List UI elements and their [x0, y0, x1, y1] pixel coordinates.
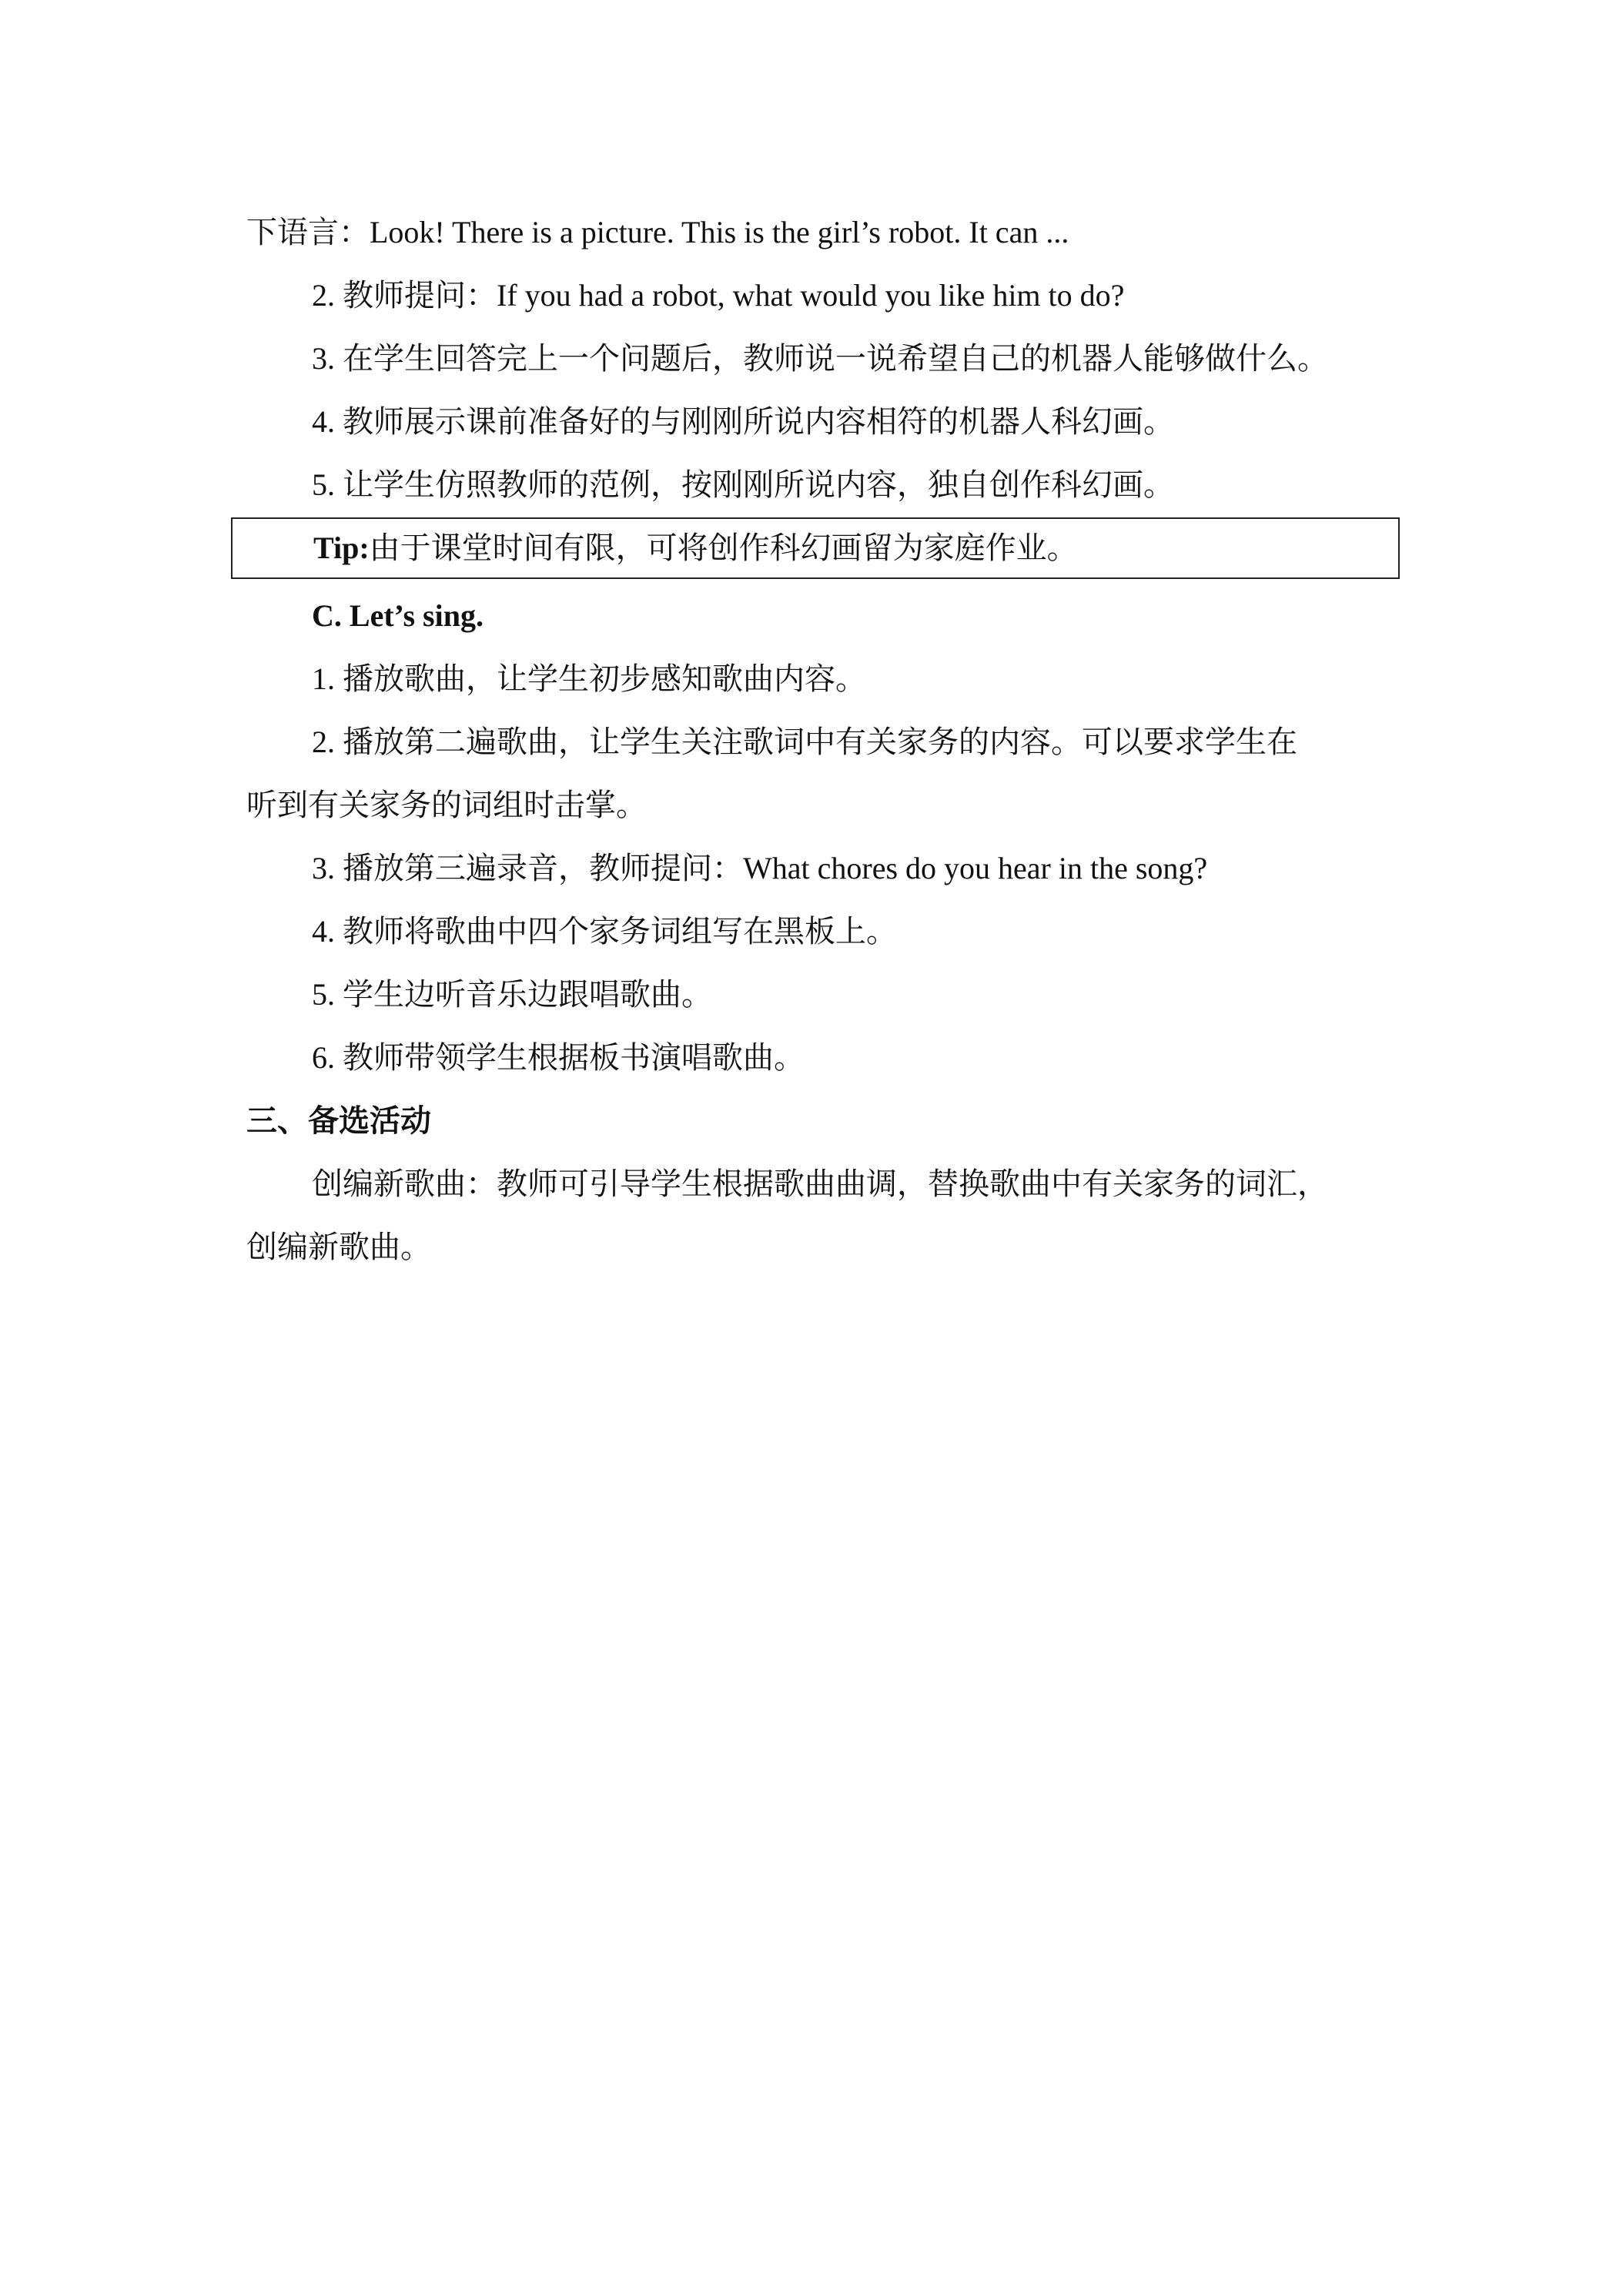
tip-text: 由于课堂时间有限，可将创作科幻画留为家庭作业。 — [369, 530, 1078, 565]
tip-content — [313, 528, 1078, 568]
list-item-continuation: 听到有关家务的词组时击掌。 — [246, 788, 647, 822]
list-item: 3. 播放第三遍录音，教师提问：What chores do you hear in the song? — [312, 851, 1208, 885]
list-item: 6. 教师带领学生根据板书演唱歌曲。 — [312, 1040, 805, 1075]
paragraph-line: 创编新歌曲。 — [246, 1230, 431, 1264]
list-item: 2. 播放第二遍歌曲，让学生关注歌词中有关家务的内容。可以要求学生在 — [312, 725, 1297, 759]
section-heading-lets-sing: C. Let’s sing. — [312, 598, 484, 633]
tip-label: Tip: — [313, 530, 370, 565]
list-item: 5. 让学生仿照教师的范例，按刚刚所说内容，独自创作科幻画。 — [312, 467, 1174, 502]
list-item: 4. 教师展示课前准备好的与刚刚所说内容相符的机器人科幻画。 — [312, 404, 1174, 439]
intro-continuation: 下语言：Look! There is a picture. This is the girl’s robot. It can ... — [246, 215, 1069, 249]
list-item: 4. 教师将歌曲中四个家务词组写在黑板上。 — [312, 914, 897, 949]
paragraph-line: 创编新歌曲：教师可引导学生根据歌曲曲调，替换歌曲中有关家务的词汇， — [312, 1166, 1328, 1201]
list-item: 5. 学生边听音乐边跟唱歌曲。 — [312, 977, 712, 1012]
tip-box — [231, 517, 1400, 579]
section-heading-optional-activities: 三、备选活动 — [246, 1103, 431, 1138]
list-item: 3. 在学生回答完上一个问题后，教师说一说希望自己的机器人能够做什么。 — [312, 341, 1328, 376]
list-item: 2. 教师提问：If you had a robot, what would you like him to do? — [312, 278, 1125, 313]
list-item: 1. 播放歌曲，让学生初步感知歌曲内容。 — [312, 661, 866, 696]
